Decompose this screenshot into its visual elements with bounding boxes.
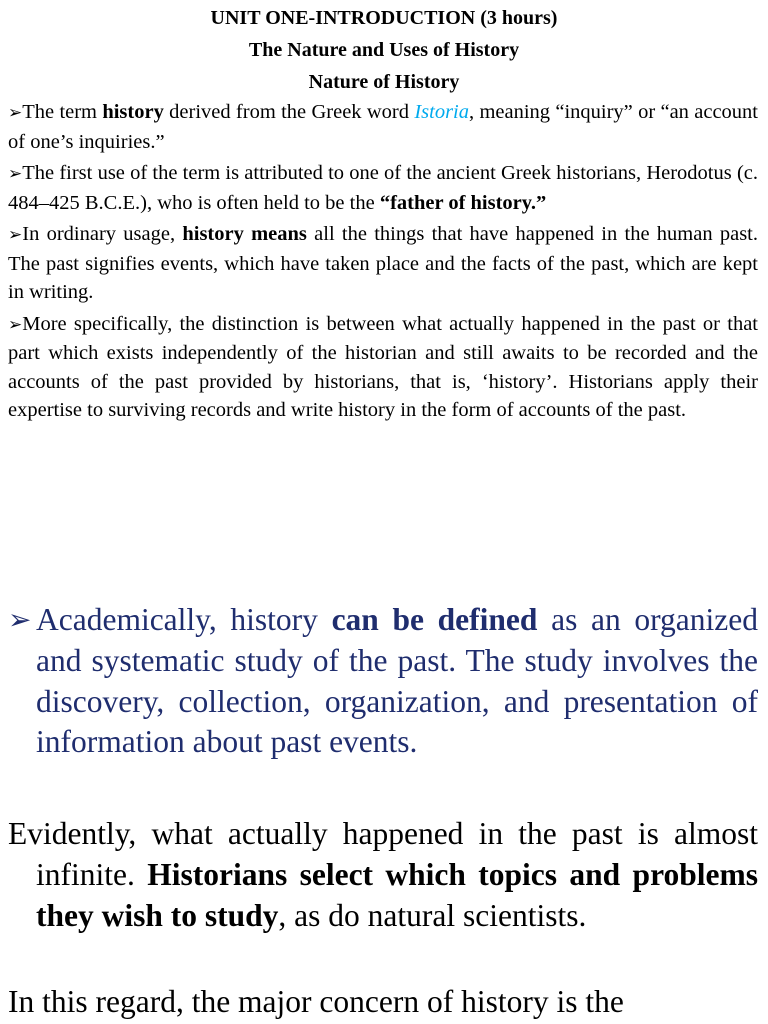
arrow-bullet-icon: ➢	[8, 603, 32, 636]
academic-definition: ➢ Academically, history can be defined as an organized and systematic study of the past. The study involves the discovery, collection, organization, and presentation of information about past events.	[8, 602, 758, 760]
point-1: ➢The term history derived from the Greek word Istoria, meaning “inquiry” or “an account of one’s inquiries.”	[8, 101, 758, 153]
selection-paragraph: Evidently, what actually happened in the past is almost infinite. Historians select which topics and problems they wish to study, as do natural scientists.	[8, 816, 758, 933]
emphasis: history means	[182, 223, 307, 245]
point-2: ➢The first use of the term is attributed to one of the ancient Greek historians, Herodotus (c. 484–425 B.C.E.), who is often held to be the “father of history.”	[8, 162, 758, 214]
unit-heading: UNIT ONE-INTRODUCTION (3 hours)	[210, 7, 558, 29]
arrow-bullet-icon: ➢	[8, 314, 23, 335]
istoria-term: Istoria	[414, 101, 469, 123]
emphasis: can be defined	[331, 602, 538, 637]
concern-paragraph: In this regard, the major concern of history is the	[8, 984, 624, 1019]
arrow-bullet-icon: ➢	[8, 103, 23, 123]
point-3: ➢In ordinary usage, history means all the things that have happened in the human past. The past signifies events, which have taken place and the facts of the past, which are kept in writing.	[8, 223, 758, 303]
emphasis: history	[102, 101, 164, 123]
intro-points	[8, 98, 758, 425]
arrow-bullet-icon: ➢	[8, 225, 23, 245]
point-4: ➢More specifically, the distinction is between what actually happened in the past or that part which exists independently of the historian and still awaits to be recorded and the accounts of the past provided by historians, that is, ‘history’. Historians apply their expertise to surviving records and write history in the form of accounts of the past.	[8, 312, 758, 421]
subtitle-heading: Nature of History	[308, 71, 460, 93]
emphasis: Historians select which topics and problems they wish to study	[36, 856, 758, 933]
title-heading: The Nature and Uses of History	[248, 39, 520, 61]
emphasis: “father of history.”	[379, 191, 547, 214]
arrow-bullet-icon: ➢	[8, 164, 23, 184]
